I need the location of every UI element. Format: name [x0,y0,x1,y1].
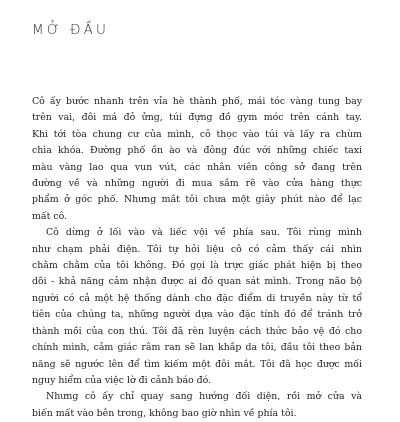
text-line: dõi - khả năng cảm nhận được ai đó quan sát mình. Trong não bộ [32,276,362,288]
chapter-title: MỞ ĐẦU [32,22,110,38]
text-line: Nhưng cô ấy chỉ quay sang hướng đối diện, rồi mở cửa và [46,391,362,403]
text-line: thành mồi của con thú. Tôi đã rèn luyện cách thức bảo vệ đó cho [32,325,362,337]
text-line: Cô ấy bước nhanh trên vỉa hè thành phố, mái tóc vàng tung bay [32,96,362,107]
text-line: nguy hiểm của việc lờ đi cảnh báo đó. [32,374,212,386]
text-line: trên vai, đôi má đỏ ửng, túi đựng đồ gym móc trên cánh tay. [32,112,362,124]
text-line: biến mất vào bên trong, không bao giờ nhìn về phía tôi. [32,407,297,419]
text-line: đường về và những người đi mua sắm rẽ vào cửa hàng thực [32,178,362,190]
text-line: như chạm phải điện. Tôi tự hỏi liệu cô có cảm thấy cái nhìn [32,243,362,255]
text-line: mất cô. [32,210,68,222]
text-line: màu vàng lao qua vun vút, các nhân viên công sở đang trên [32,161,362,173]
text-line: người có cả một hệ thống dành cho đặc điểm di truyền này từ tổ [32,292,362,304]
text-line: chằm chằm của tôi không. Đó gọi là trực giác phát hiện bị theo [32,260,362,272]
text-line: năng sẽ ngước lên để tìm kiếm một đôi mắt. Tôi đã học được mối [32,358,362,370]
body-text [32,94,362,422]
text-line: tiên của chúng ta, những người dựa vào đặc tính đó để tránh trở [32,309,362,321]
paragraph-1 [32,94,362,225]
text-line: Cô dừng ở lối vào và liếc vội về phía sau. Tôi rùng mình [46,227,362,239]
paragraph-3 [32,389,362,422]
text-line: chính mình, cảm giác râm ran sẽ lan khắp da tôi, đầu tôi theo bản [32,342,362,354]
paragraph-2 [32,225,362,389]
text-line: phẩm ở góc phố. Nhưng mắt tôi chưa một giây phút nào để lạc [32,194,362,206]
text-line: Khi tới tòa chung cư của mình, cô thọc vào túi và lấy ra chùm [32,128,362,140]
text-line: chìa khóa. Đường phố ồn ào và đông đúc với những chiếc taxi [32,145,362,157]
